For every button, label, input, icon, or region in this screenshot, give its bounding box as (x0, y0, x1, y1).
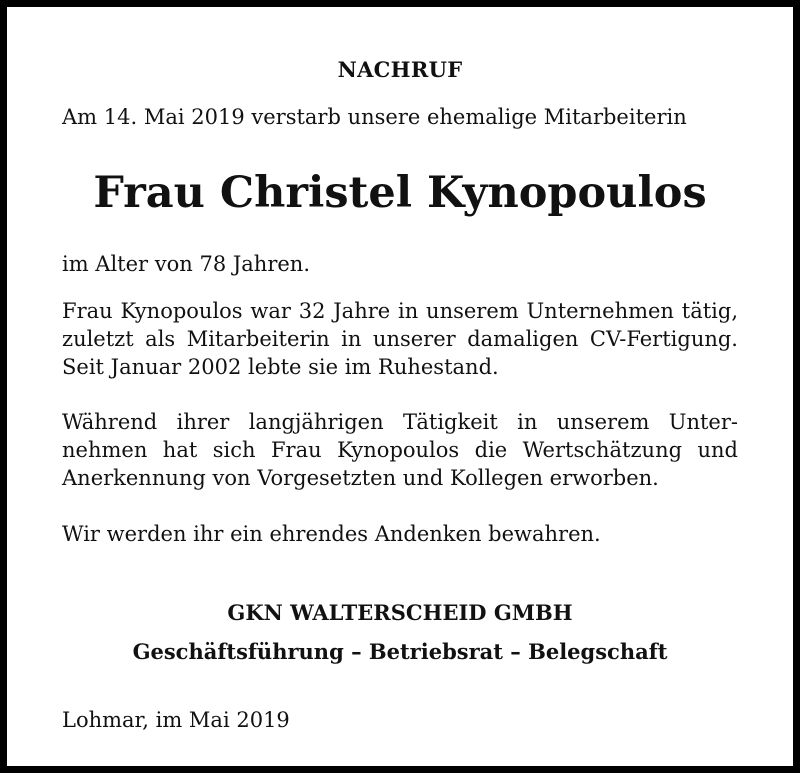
company-name: GKN WALTERSCHEID GMBH (227, 600, 573, 625)
deceased-name: Frau Christel Kynopoulos (93, 168, 707, 218)
paragraph-career (62, 297, 738, 381)
paragraph-line: zuletzt als Mitarbeiterin in unserer damaligen CV-Fertigung. (62, 327, 738, 351)
paragraph-appreciation (62, 408, 738, 492)
paragraph-line: Frau Kynopoulos war 32 Jahre in unserem Unternehmen tätig, (62, 299, 738, 323)
paragraph-line: nehmen hat sich Frau Kynopoulos die Wertschätzung und (62, 438, 738, 462)
notice-heading: NACHRUF (337, 57, 463, 82)
intro-text: Am 14. Mai 2019 verstarb unsere ehemalige Mitarbeiterin (62, 105, 687, 129)
paragraph-line: Seit Januar 2002 lebte sie im Ruhestand. (62, 355, 499, 379)
closing-text: Wir werden ihr ein ehrendes Andenken bewahren. (62, 522, 601, 546)
signatories: Geschäftsführung – Betriebsrat – Belegschaft (132, 639, 668, 664)
place-date: Lohmar, im Mai 2019 (62, 708, 290, 732)
paragraph-line: Während ihrer langjährigen Tätigkeit in unserem Unter- (62, 410, 738, 434)
paragraph-line: Anerkennung von Vorgesetzten und Kollegen erworben. (62, 466, 659, 490)
age-text: im Alter von 78 Jahren. (62, 252, 311, 276)
